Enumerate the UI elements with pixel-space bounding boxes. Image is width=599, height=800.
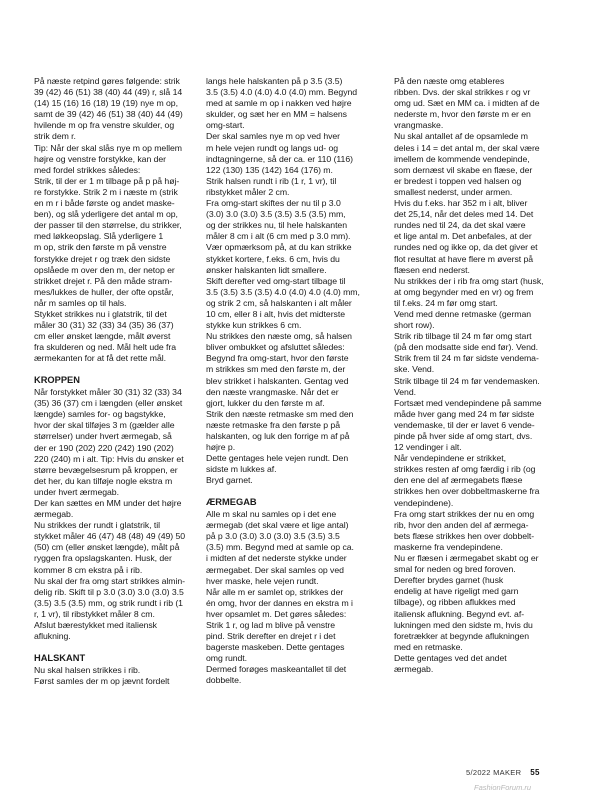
paragraph-neck-cast-on: På næste retpind gøres følgende: strik 39 (42) 46 (51) 38 (40) 44 (49) r, slå 14 (14) 15 (16) 16 (18) 19 (19) nye m op, samt de 39 (42) 46 (51) 38 (40) 44 (49) hvilende m op fra venstre skulder, og strik dem r. Tip: Når der skal slås nye m op mellem højre og venstre forstykke, kan der med fordel strikkes således: Strik, til der er 1 m tilbage på p på høj- re forstykke. Strik 2 m i næste m (strik en m r i både første og andet maske- ben), og slå yderligere det antal m op, der passer til den størrelse, du strikker, med løkkeopslag. Slå yderligere 1 m op, strik den første m på venstre forstykke drejet r og træk den sidste opslåede m over den m, der netop er strikket drejet r. På den måde stram- mes/lukkes de huller, der ofte opstår, når m samles op til hals. Stykket strikkes nu i glatstrik, til det måler 30 (31) 32 (33) 34 (35) 36 (37) cm eller ønsket længde, målt øverst fra skulderen og ned. Mål helt ude fra ærmekanten for at få det rette mål. (34, 76, 183, 364)
text-column-2 (206, 76, 361, 687)
paragraph-neckband: langs hele halskanten på p 3.5 (3.5) 3.5 (3.5) 4.0 (4.0) 4.0 (4.0) mm. Begynd med at samle m op i nakken ved højre skulder, og sæt her en MM = halsens omg-start. Der skal samles nye m op ved hver m hele vejen rundt og langs ud- og indtagningerne, så der ca. er 110 (116) 122 (130) 135 (142) 164 (176) m. Strik halsen rundt i rib (1 r, 1 vr), til ribstykket måler 2 cm. Fra omg-start skiftes der nu til p 3.0 (3.0) 3.0 (3.0) 3.5 (3.5) 3.5 (3.5) mm, og der strikkes nu, til hele halskanten måler 8 cm i alt (6 cm med p 3.0 mm). Vær opmærksom på, at du kan strikke stykket kortere, f.eks. 6 cm, hvis du ønsker halskanten lidt smallere. Skift derefter ved omg-start tilbage til 3.5 (3.5) 3.5 (3.5) 4.0 (4.0) 4.0 (4.0) mm, og strik 2 cm, så halskanten i alt måler 10 cm, eller 8 i alt, hvis det midterste stykke kun strikkes 6 cm. Nu strikkes den næste omg, så halsen bliver ombukket og afsluttet således: Begynd fra omg-start, hvor den første m strikkes sm med den første m, der blev strikket i halskanten. Gentag ved den næste vrangmaske. Når det er gjort, lukker du den første m af. Strik den næste retmaske sm med den næste retmaske fra den første p på halskanten, og luk den forrige m af på højre p. Dette gentages hele vejen rundt. Den sidste m lukkes af. Bryd garnet. (206, 76, 360, 486)
heading-kroppen: KROPPEN (34, 375, 80, 386)
page-footer (466, 768, 540, 777)
text-column-1 (34, 76, 189, 687)
heading-halskant: HALSKANT (34, 653, 86, 664)
watermark: FashionForum.ru (474, 783, 532, 792)
paragraph-armhole: Alle m skal nu samles op i det ene ærmegab (det skal være et lige antal) på p 3.0 (3.0) 3.0 (3.0) 3.5 (3.5) 3.5 (3.5) mm. Begynd med at samle op ca. i midten af det nederste stykke under ærmegabet. Der skal samles op ved hver maske, hele vejen rundt. Når alle m er samlet op, strikkes der én omg, hvor der dannes en ekstra m i hver opsamlet m. Det gøres således: Strik 1 r, og lad m blive på venstre pind. Strik derefter en drejet r i det bagerste maskeben. Dette gentages omg rundt. Dermed forøges maskeantallet til det dobbelte. (206, 509, 354, 686)
paragraph-body: Når forstykket måler 30 (31) 32 (33) 34 (35) 36 (37) cm i længden (eller ønsket længde) samles for- og bagstykke, hvor der skal tilføjes 3 m (gælder alle størrelser) under hvert ærmegab, så der er 190 (202) 220 (242) 190 (202) 220 (240) m i alt. Tip: Hvis du ønsker et større bevægelsesrum på kroppen, er det her, du kan tilføje nogle ekstra m under hvert ærmegab. Der kan sættes en MM under det højre ærmegab. Nu strikkes der rundt i glatstrik, til stykket måler 46 (47) 48 (48) 49 (49) 50 (50) cm (eller ønsket længde), målt på ryggen fra opslagskanten. Husk, der kommer 8 cm ekstra på i rib. Nu skal der fra omg start strikkes almin- delig rib. Skift til p 3.0 (3.0) 3.0 (3.0) 3.5 (3.5) 3.5 (3.5) mm, og strik rundt i rib (1 r, 1 vr), til ribstykket måler 8 cm. Afslut bærestykket med italiensk aflukning. (34, 387, 186, 642)
page-number: 55 (530, 768, 540, 777)
text-column-3 (394, 76, 549, 675)
issue-label: 5/2022 MAKER (466, 768, 522, 777)
paragraph-neckband-start: Nu skal halsen strikkes i rib. Først samles der m op jævnt fordelt (34, 664, 170, 686)
paragraph-ruffle: På den næste omg etableres ribben. Dvs. der skal strikkes r og vr omg ud. Sæt en MM ca. i midten af de nederste m, hvor den første m er en vrangmaske. Nu skal antallet af de opsamlede m deles i 14 = det antal m, der skal være imellem de kommende vendepinde, som dernæst vil skabe en flæse, der er bredest i toppen ved halsen og smallest nederst, under armen. Hvis du f.eks. har 352 m i alt, bliver det 25,14, når det deles med 14. Det rundes ned til 24, da det skal være et lige antal m. Det anbefales, at der rundes ned og ikke op, da det giver et flot resultat at have flere m øverst på flæsen end nederst. Nu strikkes der i rib fra omg start (husk, at omg begynder med en vr) og frem til f.eks. 24 m før omg start. Vend med denne retmaske (german short row). Strik rib tilbage til 24 m før omg start (på den modsatte side end før). Vend. Strik frem til 24 m før sidste vendema- ske. Vend. Strik tilbage til 24 m før vendemasken. Vend. Fortsæt med vendepindene på samme måde hver gang med 24 m før sidste vendemaske, til der er lavet 6 vende- pinde på hver side af omg start, dvs. 12 vendinger i alt. Når vendepindene er strikket, strikkes resten af omg færdig i rib (og den ene del af ærmegabets flæse strikkes hen over dobbeltmaskerne fra vendepindene). Fra omg start strikkes der nu en omg rib, hvor den anden del af ærmega- bets flæse strikkes hen over dobbelt- maskerne fra vendepindene. Nu er flæsen i ærmegabet skabt og er smal for neden og bred foroven. Derefter brydes garnet (husk endelig at have rigeligt med garn tilbage), og ribben aflukkes med italiensk aflukning. Begynd evt. af- lukningen med den sidste m, hvis du foretrækker at begynde aflukningen med en retmaske. Dette gentages ved det andet ærmegab. (394, 76, 544, 674)
heading-aermegab: ÆRMEGAB (206, 497, 257, 508)
